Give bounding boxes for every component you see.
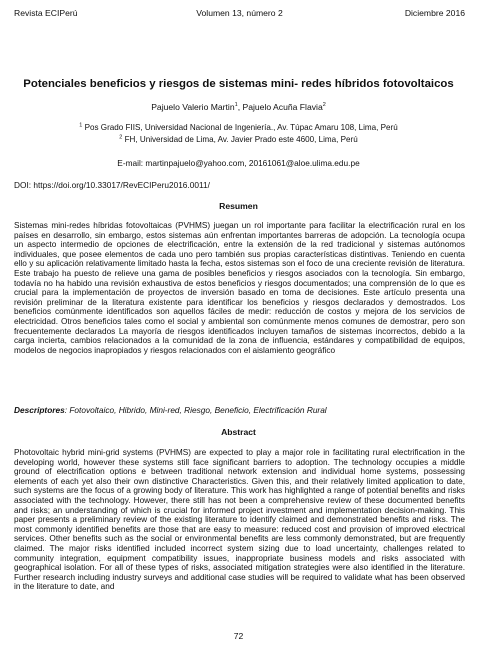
- affiliation-1: [0, 123, 477, 132]
- doi-link[interactable]: DOI: https://doi.org/10.33017/RevECIPeru2016.0011/: [14, 180, 210, 190]
- resumen-paragraph: Sistemas mini-redes híbridas fotovoltaicas (PVHMS) juegan un rol importante para facilitar la electrificación rural en los países en desarrollo, sin embargo, estos sistemas aún enfrentan importantes barreras de adopción. La tecnología ocupa un aspecto intermedio de opciones de electrificación, entre la extensión de la red tradicional y sistemas autónomos individuales, que posee elementos de cada uno pero también sus propias características distintivas. Teniendo en cuenta ello y su aplicación relativamente limitado hasta la fecha, estos sistemas son el foco de una creciente revisión de literatura. Este trabajo ha puesto de relieve una gama de posibles beneficios y riesgos asociados con la tecnología. Sin embargo, todavía no ha habido una revisión exhaustiva de estos beneficios y riesgos documentados; una comprensión de lo que es crucial para la implementación de proyectos de inversión basado en toma de decisiones. Este artículo presenta una revisión preliminar de la literatura existente para identificar los beneficios y riesgos declarados y demostrados. Los beneficios comúnmente identificados son aquellos fáciles de medir: reducción de costos y mejora de los servicios de electricidad. Otros beneficios tales como el social y ambiental son comúnmente menos comunes de demostrar, pero son frecuentemente declarados La mayoría de riesgos identificados incluyen tamaños de sistemas incorrectos, debido a la carga incierta, cambios relacionados a la comunidad de la zona de influencia, estándares y compatibilidad de equipos, modelos de negocios inapropiados y riesgos relacionados con el aislamiento geográfico: [14, 221, 465, 355]
- issue-date: Diciembre 2016: [404, 8, 465, 18]
- keywords-label: Descriptores: [14, 405, 65, 415]
- abstract-heading: Abstract: [221, 427, 256, 437]
- affiliation-marker: 2: [119, 134, 123, 141]
- affiliation-marker: 1: [79, 122, 83, 129]
- keywords-line: [14, 405, 465, 415]
- affiliation-marker: 1: [234, 102, 238, 109]
- affiliation-text: FH, Universidad de Lima, Av. Javier Prado este 4600, Lima, Perú: [124, 135, 358, 144]
- running-header: [14, 8, 465, 20]
- affiliation-marker: 2: [322, 102, 326, 109]
- affiliation-text: Pos Grado FIIS, Universidad Nacional de Ingeniería., Av. Túpac Amaru 108, Lima, Perú: [84, 123, 398, 132]
- volume-info: Volumen 13, número 2: [196, 8, 283, 18]
- keywords-text: : Fotovoltaico, Hibrido, Mini-red, Riesgo, Beneficio, Electrificación Rural: [64, 405, 327, 415]
- paper-title: Potenciales beneficios y riesgos de sistemas mini- redes híbridos fotovoltaicos: [23, 78, 454, 90]
- author-name: Pajuelo Acuña Flavia: [242, 102, 323, 112]
- author-list: [0, 102, 477, 112]
- abstract-paragraph: Photovoltaic hybrid mini-grid systems (PVHMS) are expected to play a major role in facilitating rural electrification in the developing world, however these systems still face significant barriers to adoption. The technology occupies a middle ground of electrification options e between traditional network extension and individual home systems, possessing elements of each yet also their own distinctive Characteristics. Given this, and their relatively limited application to date, such systems are the focus of a growing body of literature. This work has highlighted a range of potential benefits and risks associated with the technology. However, there still has not been a comprehensive review of these documented benefits and risks; an understanding of which is crucial for informed project investment and implementation decision-making. This paper presents a preliminary review of the existing literature to identify claimed and demonstrated benefits and risks. The most commonly identified benefits are those that are easy to measure: reduced cost and provision of improved electrical services. Other benefits such as the social or environmental benefits are less commonly demonstrated, but are frequently claimed. The major risks identified included incorrect system sizing due to load uncertainty, challenges related to community integration, equipment compatibility issues, inappropriate business models and risks associated with geographical isolation. For all of these types of risks, associated mitigation strategies were also identified in the literature. Further research including industry surveys and additional case studies will be required to validate what has been observed in the literature to date, and: [14, 448, 465, 592]
- page-number: 72: [233, 631, 244, 641]
- author-name: Pajuelo Valerio Martin: [151, 102, 235, 112]
- contact-email: E-mail: martinpajuelo@yahoo.com, 20161061@aloe.ulima.edu.pe: [117, 158, 360, 168]
- journal-name: Revista ECIPerú: [14, 8, 78, 18]
- author-separator: ,: [237, 102, 243, 112]
- resumen-heading: Resumen: [219, 201, 258, 211]
- affiliation-2: [0, 135, 477, 144]
